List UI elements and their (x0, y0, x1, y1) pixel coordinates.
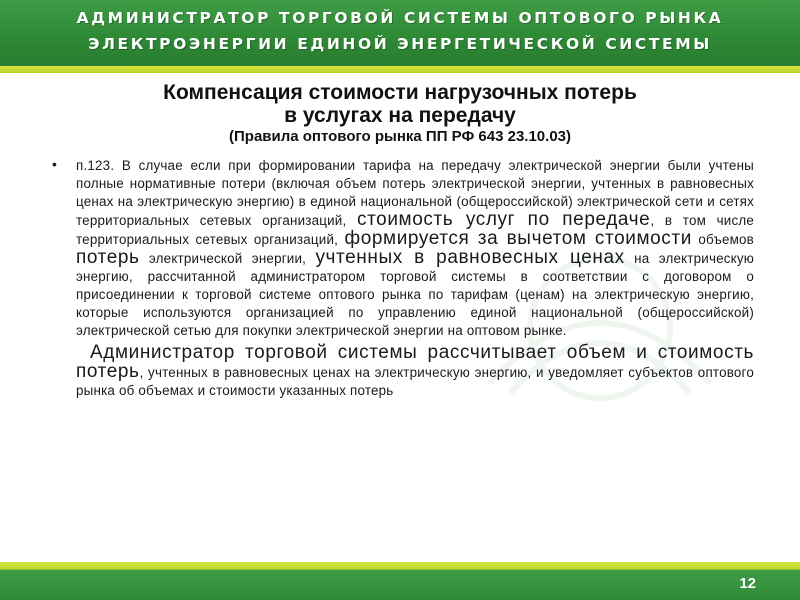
paragraph-2 (76, 344, 754, 400)
slide-subtitle: (Правила оптового рынка ПП РФ 643 23.10.03) (229, 128, 571, 145)
header-line-2: ЭЛЕКТРОЭНЕРГИИ ЕДИНОЙ ЭНЕРГЕТИЧЕСКОЙ СИСТЕМЫ (88, 35, 712, 53)
p1-emphasis-formed: формируется за вычетом стоимости (344, 228, 692, 249)
p2-emphasis-administrator: Администратор торговой системы рассчитывает объем и стоимость потерь (76, 342, 754, 382)
p1-text-g: электрической энергии, (148, 251, 307, 266)
slide-content (0, 73, 800, 562)
p2-text-b: , учтенных в равновесных ценах на электрическую энергию, и уведомляет субъектов оптового рынка об объемах и стоимости указанных потерь (76, 365, 754, 398)
header-line-1: АДМИНИСТРАТОР ТОРГОВОЙ СИСТЕМЫ ОПТОВОГО РЫНКА (76, 9, 724, 27)
footer-bar (0, 562, 800, 600)
p1-text-c: , в том числе территориальных сетевых организаций, (76, 213, 754, 247)
p1-emphasis-cost-services: стоимость услуг по передаче (356, 209, 651, 230)
p1-text-e: объемов (698, 232, 754, 247)
p1-emphasis-losses: потерь (76, 247, 140, 268)
header-banner (0, 0, 800, 66)
p1-emphasis-equilibrium: учтенных в равновесных ценах (315, 247, 625, 268)
accent-bar (0, 66, 800, 73)
body-text (76, 157, 754, 400)
p1-text-a: п.123. В случае если при формировании тарифа на передачу электрической энергии были учтены полные нормативные потери (включая объем потерь электрической энергии, учтенных в равновесных ценах на электрическую энергию) в единой национальной (общероссийской) электрической сети и сетях территориальных сетевых организаций, (76, 158, 754, 228)
slide-title-line-1: Компенсация стоимости нагрузочных потерь (163, 81, 637, 104)
page-number: 12 (739, 575, 756, 592)
p1-text-i: на электрическую энергию, рассчитанной администратором торговой системы в соответствии с договором о присоединении к торговой системе оптового рынка по тарифам (ценам) на электрическую энергию, которые используются организацией по управлению единой национальной (общероссийской) электрической сетью для покупки электрической энергии на оптовом рынке. (76, 251, 755, 338)
bullet-marker: • (52, 156, 57, 172)
slide-title-line-2: в услугах на передачу (284, 104, 516, 127)
paragraph-1 (76, 157, 754, 340)
